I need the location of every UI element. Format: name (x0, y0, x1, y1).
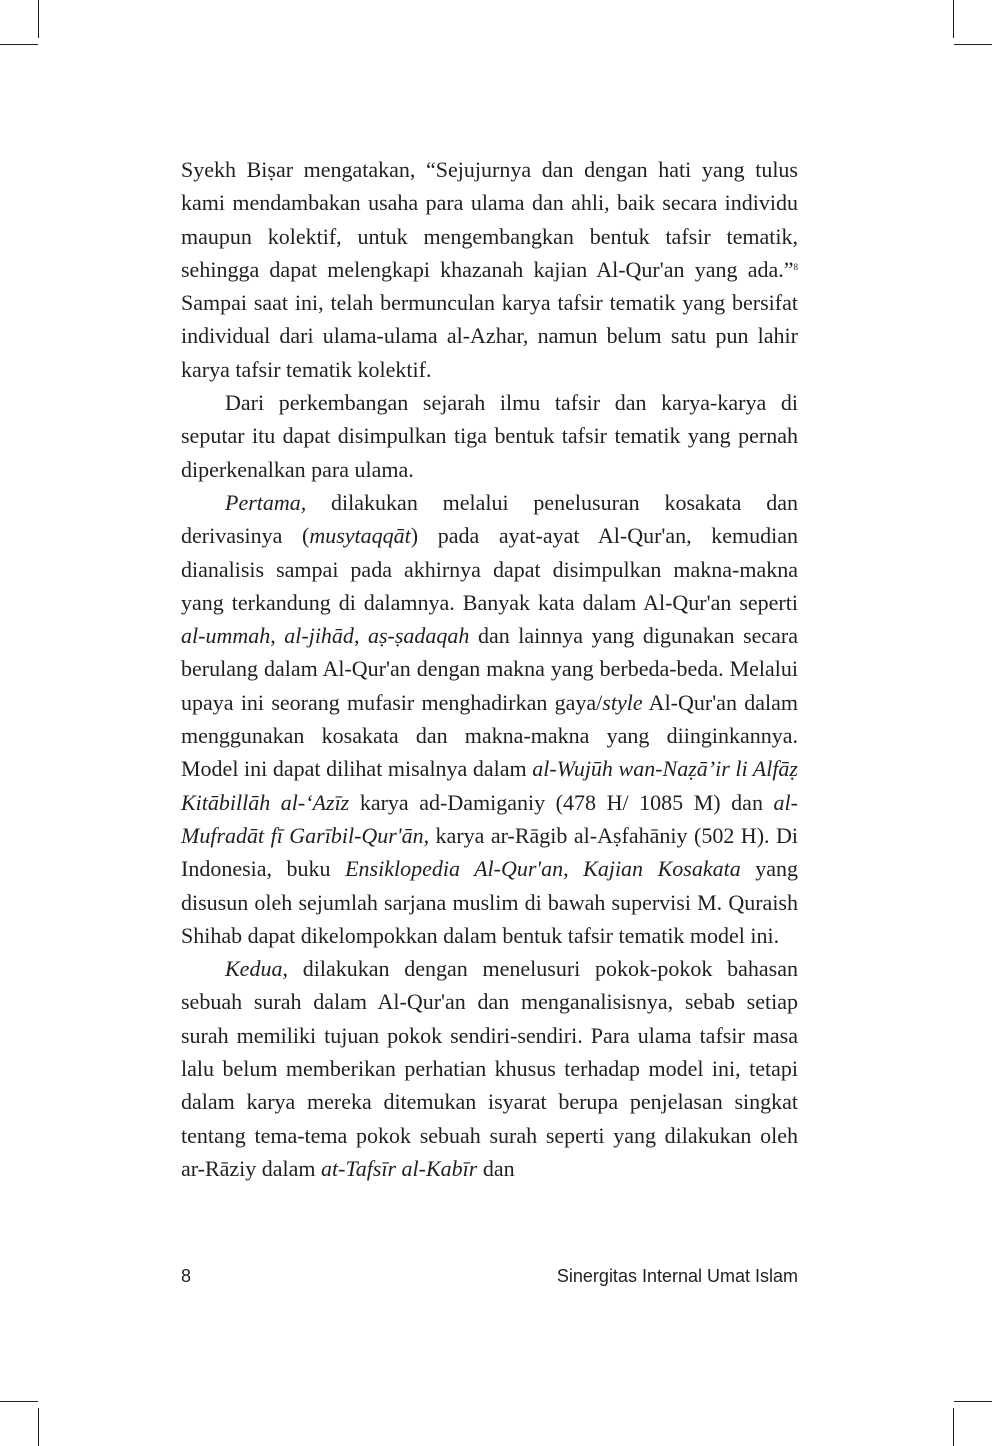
crop-mark (954, 1401, 992, 1402)
paragraph: Syekh Biṣar mengatakan, “Sejujurnya dan dengan hati yang tulus kami mendambakan usaha para ulama dan ahli, baik secara individu maupun kolektif, untuk mengembangkan bentuk tafsir tematik, sehingga dapat melengkapi khazanah kajian Al-Qur'an yang ada.”$^8$ Sampai saat ini, telah bermunculan karya tafsir tematik yang bersifat individual dari ulama-ulama al-Azhar, namun belum satu pun lahir karya tafsir tematik kolektif. (181, 157, 798, 382)
body-text (181, 153, 798, 1185)
crop-mark (953, 0, 954, 38)
paragraph: Pertama, dilakukan melalui penelusuran kosakata dan derivasinya (musytaqqāt) pada ayat-ayat Al-Qur'an, kemudian dianalisis sampai pada akhirnya dapat disimpulkan makna-makna yang terkandung di dalamnya. Banyak kata dalam Al-Qur'an seperti al-ummah, al-jihād, aṣ-ṣadaqah dan lainnya yang digunakan secara berulang dalam Al-Qur'an dengan makna yang berbeda-beda. Melalui upaya ini seorang mufasir menghadirkan gaya/style Al-Qur'an dalam menggunakan kosakata dan makna-makna yang diinginkannya. Model ini dapat dilihat misalnya dalam al-Wujūh wan-Naẓā’ir li Alfāẓ Kitābillāh al-‘Azīz karya ad-Damiganiy (478 H/ 1085 M) dan al-Mufradāt fī Garībil-Qur'ān, karya ar-Rāgib al-Aṣfahāniy (502 H). Di Indonesia, buku Ensiklopedia Al-Qur'an, Kajian Kosakata yang disusun oleh sejumlah sarjana muslim di bawah supervisi M. Quraish Shihab dapat dikelompokkan dalam bentuk tafsir tematik model ini. (181, 489, 799, 948)
crop-mark (0, 1401, 38, 1402)
crop-mark (38, 1408, 39, 1446)
crop-mark (38, 0, 39, 38)
crop-mark (954, 44, 992, 45)
paragraph: Kedua, dilakukan dengan menelusuri pokok-pokok bahasan sebuah surah dalam Al-Qur'an dan menganalisisnya, sebab setiap surah memiliki tujuan pokok sendiri-sendiri. Para ulama tafsir masa lalu belum memberikan perhatian khusus terhadap model ini, tetapi dalam karya mereka ditemukan isyarat berupa penjelasan singkat tentang tema-tema pokok sebuah surah seperti yang dilakukan oleh ar-Rāziy dalam at-Tafsīr al-Kabīr dan (181, 956, 798, 1181)
crop-mark (0, 44, 38, 45)
crop-mark (953, 1408, 954, 1446)
page-footer (181, 1266, 798, 1292)
running-title: Sinergitas Internal Umat Islam (556, 1266, 798, 1286)
page-number: 8 (181, 1266, 192, 1286)
paragraph: Dari perkembangan sejarah ilmu tafsir dan karya-karya di seputar itu dapat disimpulkan tiga bentuk tafsir tematik yang pernah diperkenalkan para ulama. (181, 390, 798, 482)
footnote-ref[interactable]: 8 (793, 261, 798, 272)
